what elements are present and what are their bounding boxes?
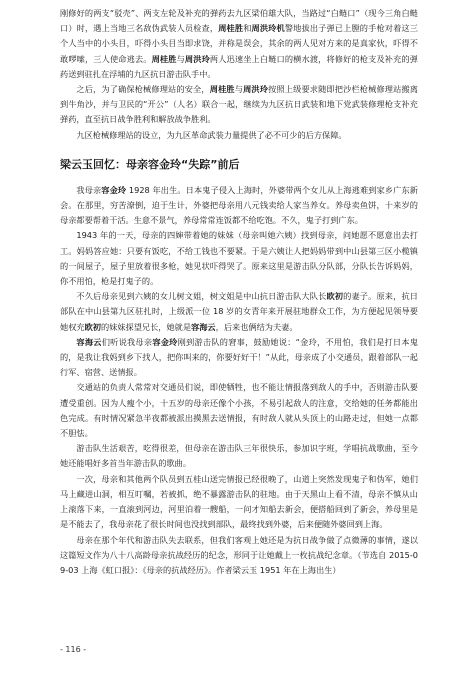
bold-name: 周洪玲机 xyxy=(251,23,285,34)
paragraph: 交通站的负责人常常对交通员们说，即使牺牲，也不能让情报落到敌人的手中，否则游击队要遭受重创。因为人瘦个小，十五岁的母亲还像个小孩，不易引起敌人的注意，交给她的任务都能出色完成。有时情况紧急半夜都被派出摸黑去送情报，有时敌人就从头顶上的山路走过，但她一点都不胆怯。 xyxy=(60,382,418,439)
paragraph xyxy=(60,335,418,381)
bold-name: 欧初 xyxy=(326,291,344,302)
section-title: 梁云玉回忆：母亲容金玲“失踪”前后 xyxy=(60,157,240,171)
bold-name: 周洪玲 xyxy=(243,84,269,95)
text-run: 和 xyxy=(243,23,252,34)
paragraph xyxy=(60,6,418,82)
text-run: 们听说我母亲 xyxy=(101,336,153,347)
paragraph xyxy=(60,289,418,335)
text-run: 1928 年出生。日本鬼子侵入上海时，外婆带两个女儿从上海逃难到家乡广东新会。在那里，穷苦潦倒，迫于生计，外婆把母亲用八元钱卖给人家当养女。养母卖鱼饼，十来岁的母亲都要帮着干活。生意不景气，养母常常连饭都不给吃饱。不久，鬼子打到广东。 xyxy=(60,184,418,226)
text-run: 与 xyxy=(234,84,244,95)
page-number: - 116 - xyxy=(60,645,87,654)
text-run: 我母亲 xyxy=(76,184,102,195)
bold-name: 周洪玲 xyxy=(184,53,210,64)
bold-name: 容金玲 xyxy=(152,336,178,347)
text-run: 1943 年的一天，母亲的四婶带着她的妹妹（母亲叫她六姨）找到母亲，问她愿不愿意出去打工。妈妈答应她：只要有饭吃，不给工钱也不要紧。于是六姨让人把妈妈带到中山县第三区小榄镇的一间屋子，屋子里放着很多枪，她见状吓得哭了。原来这里是游击队分队部，分队长告诉妈妈，你不用怕，枪是打鬼子的。 xyxy=(60,230,418,287)
bold-name: 容金玲 xyxy=(101,184,127,195)
spacer xyxy=(60,143,418,153)
paragraph xyxy=(60,183,418,229)
text-run: 之后，为了确保枪械修理站的安全， xyxy=(76,84,210,95)
text-run: 的妹妹探望兄长，她就是 xyxy=(100,321,192,332)
text-run: 不久后母亲见到六姨的女儿树文姐，树文姐是中山抗日游击队大队长 xyxy=(76,291,327,302)
text-run: 警地拔出子弹已上膛的手枪对着这三个人当中的小头目，吓得小头目当即求饶，并称是误会，其余的两人见对方来的是真家伙，吓得不敢啰嗦，三人使命逃去。 xyxy=(60,23,418,64)
bold-name: 容海云 xyxy=(76,336,102,347)
text-run: 两人迅速坐上白鲢口的横水渡，将修好的枪支及补充的弹药送到驻扎在浮埔的九区抗日游击队手中。 xyxy=(60,53,418,79)
text-run: 按照上级要求随即把沙栏枪械修理站搬离到牛角沙，并与卫民的“开公”（人名）联合一起，继续为九区抗日武装和地下党武装修理枪支补充弹药，直至抗日战争胜利和解放战争胜利。 xyxy=(60,84,418,125)
text-run: 刚到游击队的窘事，鼓励她说：“金玲，不用怕，我们是打日本鬼的，是我让我妈到乡下找人，把你叫来的，你要好好干！”从此，母亲成了小交通员，跟着部队一起行军、宿营、送情报。 xyxy=(60,336,418,378)
paragraph: 一次，母亲和其他两个队员到五桂山送完情报已经很晚了，山道上突然发现鬼子和伪军，她们马上藏进山洞，相互叮嘱，若被抓，绝不暴露游击队的驻地。由于天黑山上看不清，母亲不慎从山上滚落下来，一直滚到河边，河里泊着一艘船，一问才知船去新会，便搭船回到了新会，养母里是是不能去了，我母亲花了很长时间也没找到部队，最终找到外婆，后来便随外婆回到上海。 xyxy=(60,473,418,530)
bold-name: 容海云 xyxy=(191,321,216,332)
paragraph: 九区枪械修理站的设立，为九区革命武装力量提供了必不可少的后方保障。 xyxy=(76,129,347,140)
bold-name: 周桂胜 xyxy=(218,23,244,34)
page-content xyxy=(60,6,418,578)
text-run: 母亲在那个年代和游击队失去联系，但我们客观上她还是为抗日战争做了点微薄的事情，遂以这篇短文作为八十八高龄母亲抗战经历的纪念，形同于让她戴上一枚抗战纪念章。（节选自 2015-09-03 上海《虹口报》：《母亲的抗战经历》。作者梁云玉 1951 年在上海出生） xyxy=(60,534,418,575)
bold-name: 欧初 xyxy=(84,321,101,332)
paragraph xyxy=(60,228,418,289)
paragraph xyxy=(60,533,418,579)
text-run: 与 xyxy=(176,53,185,64)
bold-name: 周桂胜 xyxy=(209,84,235,95)
bold-name: 周桂胜 xyxy=(151,53,177,64)
paragraph: 游击队生活艰苦，吃得很差，但母亲在游击队三年很快乐，参加识字班，学唱抗战歌曲，至今她还能唱好多首当年游击队的歌曲。 xyxy=(60,443,418,469)
text-run: ，后来也俩结为夫妻。 xyxy=(215,321,298,332)
text-run: 的妻子。原来，抗日部队在中山县第九区驻扎时，上级派一位 18 岁的女青年来开展驻地群众工作，为方便起见领导要她权充 xyxy=(60,291,418,332)
text-run: 刚修好的两支“驳壳”、两支左轮及补充的弹药去九区梁伯雄大队，当路过“白鲢口”（现今三角白鲢口）时，遇上当地三名敌伪武装人员检查， xyxy=(60,8,418,34)
paragraph xyxy=(60,82,418,128)
